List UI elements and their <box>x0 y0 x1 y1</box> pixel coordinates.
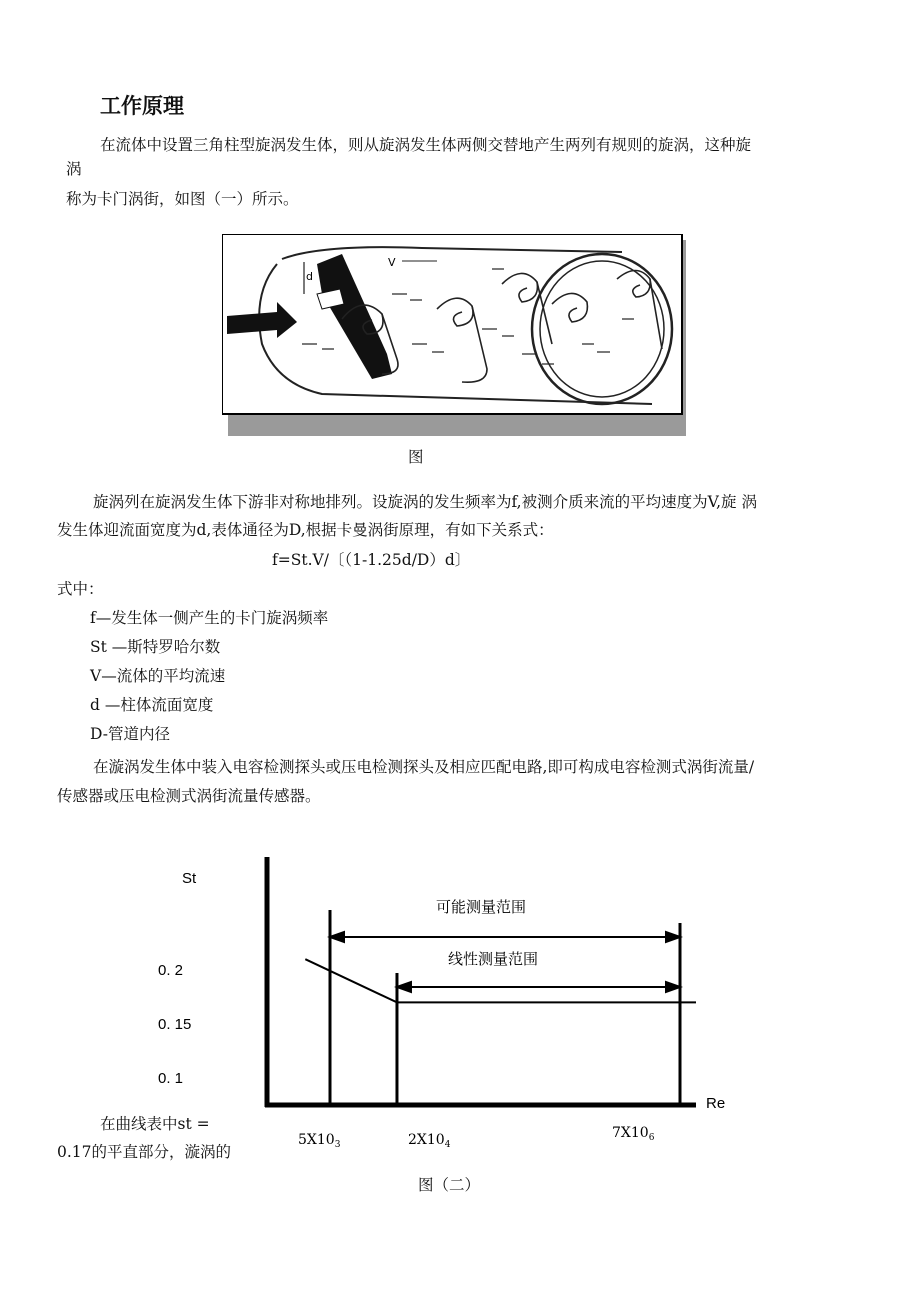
linear-range-label: 线性测量范围 <box>448 950 539 968</box>
para3-line-2: 传感器或压电检测式涡街流量传感器。 <box>57 787 321 805</box>
x-axis-label: Re <box>706 1095 726 1112</box>
figure2-caption: 图（二） <box>418 1176 481 1194</box>
possible-range-arrow <box>330 932 680 942</box>
x-tick-exp: 3 <box>334 1140 341 1150</box>
para2-line-1: 旋涡列在旋涡发生体下游非对称地排列。设旋涡的发生频率为f,被测介质来流的平均速度为V,旋 涡 <box>93 493 757 511</box>
y-tick-label: 0. 1 <box>158 1070 184 1087</box>
label-d: d <box>306 270 313 283</box>
x-tick-label <box>408 1132 451 1150</box>
st-re-chart <box>150 845 750 1155</box>
x-tick-base: 7X10 <box>612 1125 649 1141</box>
y-tick-label: 0. 2 <box>158 962 184 979</box>
x-tick-label <box>298 1132 341 1150</box>
y-tick-label: 0. 15 <box>158 1016 192 1033</box>
linear-range-arrow <box>397 982 680 992</box>
intro-line-1: 在流体中设置三角柱型旋涡发生体，则从旋涡发生体两侧交替地产生两列有规则的旋涡，这种旋 <box>100 136 752 154</box>
page-title: 工作原理 <box>100 94 184 118</box>
x-tick-label <box>612 1125 655 1143</box>
st-re-chart-svg <box>150 845 750 1155</box>
para2-line-2: 发生体迎流面宽度为d,表体通径为D,根据卡曼涡街原理，有如下关系式： <box>57 521 554 539</box>
x-tick-base: 5X10 <box>298 1132 335 1148</box>
para3-line-1: 在漩涡发生体中装入电容检测探头或压电检测探头及相应匹配电路,即可构成电容检测式涡街流量/ <box>93 758 755 776</box>
where-item-v: V—流体的平均流速 <box>90 667 226 685</box>
x-tick-exp: 4 <box>444 1140 451 1150</box>
where-item-d: d —柱体流面宽度 <box>90 696 214 714</box>
figure1-caption: 图 <box>408 448 424 466</box>
x-tick-exp: 6 <box>648 1133 655 1143</box>
intro-line-2: 涡 <box>66 160 82 178</box>
chart-note-line-2: 0.17的平直部分，漩涡的 <box>57 1143 232 1161</box>
label-v: V <box>388 256 396 269</box>
formula: f=St.V/〔（1-1.25d/D）d〕 <box>272 551 471 569</box>
vortex-illustration <box>222 234 688 438</box>
where-label: 式中： <box>57 580 104 598</box>
karman-vortex-figure <box>222 234 688 438</box>
chart-note-line-1: 在曲线表中st = <box>100 1115 210 1133</box>
y-axis-label: St <box>182 870 197 887</box>
where-item-D: D-管道内径 <box>90 725 170 743</box>
x-tick-base: 2X10 <box>408 1132 445 1148</box>
where-item-st: St —斯特罗哈尔数 <box>90 638 221 656</box>
where-item-f: f—发生体一侧产生的卡门旋涡频率 <box>90 609 329 627</box>
intro-line-3: 称为卡门涡街，如图（一）所示。 <box>66 190 299 208</box>
possible-range-label: 可能测量范围 <box>436 898 527 916</box>
